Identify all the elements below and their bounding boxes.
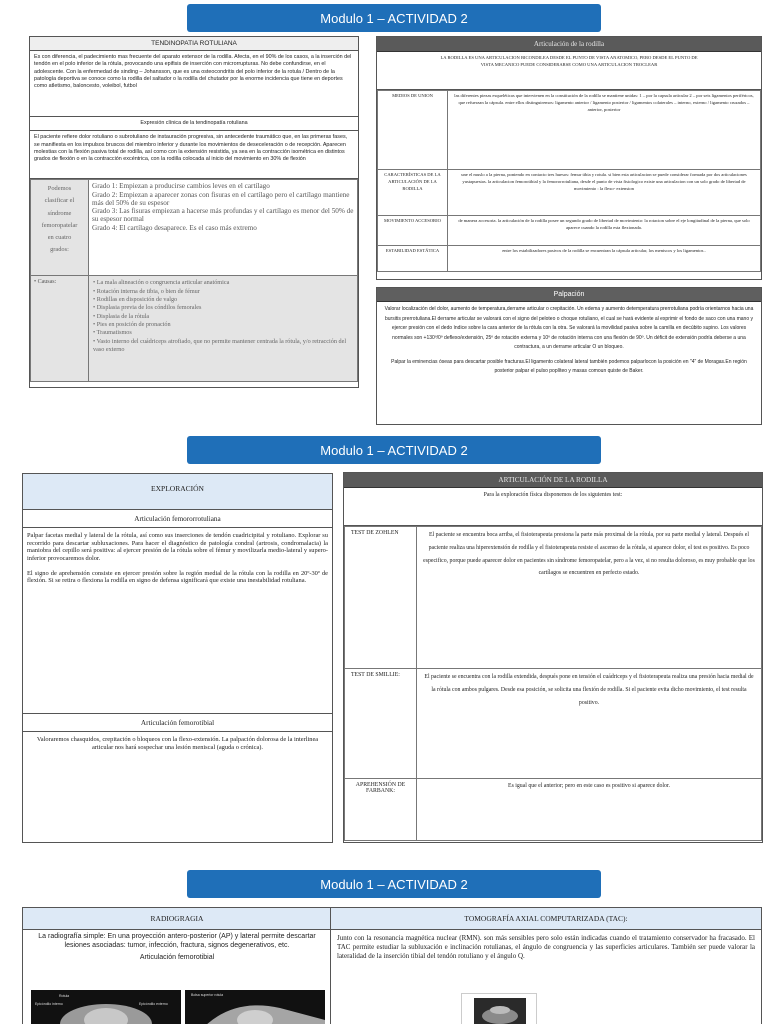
module-banner-2: Modulo 1 – ACTIVIDAD 2 (187, 436, 601, 464)
test-text: El paciente se encuentra con la rodilla extendida, después pone en tensión el cuádriceps y el fisioterapeuta realiza una presión hacia medial de la rótula con ambos pulgares. Desde esa posición, se solicita una flexión de rodilla. Si el paciente evita dicho movimiento, el test resulta positivo. (417, 669, 762, 779)
module-banner-1: Modulo 1 – ACTIVIDAD 2 (187, 4, 601, 32)
tac-card (330, 907, 762, 1024)
grados-label: Podemos clasificar el síndrome femoropatelar en cuatro grados: (31, 180, 89, 276)
causa-item: • Displasia de la rótula (93, 312, 150, 320)
radiografia-sub: Articulación femorotibial (139, 953, 215, 961)
row-text: une el muslo a la pierna, poniendo en contacto tres huesos: femur tibia y rotula. si bien esta articulacion se puede considerar formada por dos articulaciones yustapuestas. la articulacion femorotibial y la femororrotuliana, desde el punto de vista fisiologico existe una articulacion con un solo grado de libertad de movimiento : la flexo- extension (448, 170, 761, 216)
row-text: de manera accesoria. la articulación de la rodilla posee un segundo grado de libertad de movimiento: la rotacion sobre el eje longitudinal de la pierna, que solo aparece cuando la rodilla esta flexionada. (448, 216, 761, 246)
row-label: MEDIOS DE UNION (378, 91, 448, 170)
tac-text: Junto con la resonancia magnética nuclear (RMN). son más sensibles pero solo están indicadas cuando el tratamiento conservador ha fracasado. El TAC permite estudiar la subluxación e inclinación rotulianas, el ángulo de congruencia y las superficies articulares. También ser puede valorar la lateralidad de la inserción tibial del tendón rotuliano y el ángulo Q. (337, 934, 755, 960)
grado-item: Grado 2: Empiezan a aparecer zonas con fisuras en el cartílago pero el cartílago mantiene más del 50% de su espesor (92, 190, 350, 207)
tendinopatia-intro: Es con diferencia, el padecimiento mas frecuente del aparato extensor de la rodilla. Afecta, en el 90% de los casos, a la inserción del tendón en el polo inferior de la rótula, provocando una epifisis de inserción con microrrupturas. No debe confundirse, en el adolescente. Con la enfermedad de sinding – Johansson, que es una osteocondritis del polo inferior de la rotula / Dentro de la patología deportiva se conoce como la rodilla del saltador o la rodilla del chutador por la enorme incidencia que tiene en deportes como atletismo, baloncesto, voleibol, futbol (30, 51, 358, 117)
causas-label: • Causas: (31, 276, 89, 382)
radiografia-title: RADIOGRAGIA (23, 908, 331, 930)
exploracion-card (22, 473, 333, 843)
palpacion-title: Palpación (377, 288, 761, 302)
palpacion-card (376, 287, 762, 425)
tests-title: ARTICULACIÓN DE LA RODILLA (344, 473, 762, 488)
causa-item: • Displasia previa de los cóndilos femorales (93, 304, 202, 312)
tendinopatia-card (29, 36, 359, 388)
causa-item: • Pies en posición de pronación (93, 321, 171, 329)
row-label: ESTABILIDAD ESTÁTICA (378, 246, 448, 272)
palpacion-p1: Valorar localización del dolor, aumento de temperatura,derrame articular o crepitación. Un edema y aumento detemperatura prerrotuliana podría orientarnos hacia una bursitis prerrotuliana.El derrame articular se valorará con el signo del peloteo o choque rotuliano, el cual se hará evidente al exprimir el fondo de saco con una mano y ejercer presión con el dedo índice sobre la cara anterior de la rótula con la otra. Se valorará la movilidad pasiva sobre la camilla en decúbito supino. Los valores normales son +130º/0º deflexo/extensión, 25º de rotación externa y 10º de rotación interna con una flexión de 90º. Un déficit de extensión podría deberse a una contractura, a un derrame articular O un bloqueo. (384, 306, 754, 350)
test-label: APREHENSIÓN DE FARBANK: (345, 779, 417, 841)
articulacion-intro: LA RODILLA ES UNA ARTICULACION BICONDILEA DESDE EL PUNTO DE VISTA ANATOMICO, PERO DESDE EL PUNTO DE VISTA MECANICO PUEDE CONSIDERARSE COMO UNA ARTICULACION TROCLEAR (377, 52, 761, 90)
radiografia-card (22, 907, 332, 1024)
causa-item: • Rodillas en disposición de valgo (93, 296, 178, 304)
palpacion-p2: Palpar la eminencias óseas para descartar posible fracturas.El ligamento colateral lateral también podemos palparlocon la posición en "4" de Moragas.En región posterior palpar el pulso poplíteo y masas comoun quiste de Baker. (391, 358, 747, 374)
row-text: entre los estabilizadores pasivos de la rodilla se encuentran la cápsula articular, los meniscos y los ligamentos.. (448, 246, 761, 272)
articulacion-card (376, 36, 762, 280)
grado-item: Grado 4: El cartílago desaparece. Es el caso más extremo (92, 223, 257, 232)
causa-item: • Traumatismos (93, 329, 132, 337)
tac-image (461, 993, 537, 1024)
tests-intro: Para la exploración física disponemos de los siguientes test: (344, 488, 762, 526)
row-label: MOVIMIENTO ACCESORIO (378, 216, 448, 246)
exploracion-title: EXPLORACIÓN (23, 474, 332, 510)
femororrotuliana-text: Palpar facetas medial y lateral de la rótula, así como sus inserciones de tendón cuadricipital y rotuliano. Explorar su recorrido para descartar subluxaciones. Para hacer el diagnóstico de patología condral (artrosis, condromalacia) la maniobra del cepillo será positiva: al ejercer presión de la rótula sobre el fémur y movilizarla medio-lateral y supero-inferior provocaremos dolor. El signo de aprehensión consiste en ejercer presión sobre la región medial de la rótula con la rodilla en 20º-30º de flexión. Si se retira o flexiona la rodilla en signo de defensa significará que existe una inestabilidad rotuliana. (23, 527, 332, 713)
causa-item: • La mala alineación o congruencia articular anatómica (93, 279, 230, 287)
row-label: CARACTERÍSTICAS DE LA ARTICULACIÓN DE LA RODILLA (378, 170, 448, 216)
tendinopatia-title: TENDINOPATIA ROTULIANA (30, 37, 358, 51)
causa-item: • Rotación interna de tibia, o bien de fémur (93, 287, 200, 295)
test-text: Es igual que el anterior; pero en este caso es positivo si aparece dolor. (417, 779, 762, 841)
femorotibial-title: Articulación femorotibial (23, 713, 332, 731)
grados-list (89, 180, 358, 276)
test-label: TEST DE SMILLIE: (345, 669, 417, 779)
grado-item: Grado 3: Las fisuras empiezan a hacerse más profundas y el cartílago es menor del 50% de su espesor normal (92, 207, 354, 224)
expresion-title: Expresión clínica de la tendinopatía rotuliana (30, 117, 358, 131)
femororrotuliana-title: Articulación femororrotuliana (134, 515, 221, 523)
tac-title: TOMOGRAFÍA AXIAL COMPUTARIZADA (TAC): (331, 908, 761, 930)
test-text: El paciente se encuentra boca arriba, el fisioterapeuta presiona la parte más proximal de la rótula, por su parte medial y lateral. Después el paciente realiza una hiperextensión de rodilla y el fisioterapeuta resiste el ascenso de la rótula, si aparece dolor, el test es positivo. Es poco especifico, porque puede aparecer dolor en pacientes sin síndrome femoropatelar, pero a la vez, si no resulta doloroso, es muy probable que los cartílagos se encuentren en perfecto estado. (417, 527, 762, 669)
causa-item: • Vasto interno del cuádriceps atrofiado, que no permite mantener centrada la rótula, y/o retracción del vaso externo (93, 337, 347, 354)
grado-item: Grado 1: Empiezan a producirse cambios leves en el cartílago (92, 182, 270, 191)
xray-ap-image: Rotula Epicóndilo interno Epicóndilo externo (31, 990, 181, 1024)
radiografia-text: La radiografía simple: En una proyección antero-posterior (AP) y lateral permite descartar lesiones asociadas: tumor, infección, fractura, signos degenerativos, etc. (38, 933, 316, 949)
causas-list (89, 276, 358, 382)
expresion-text: El paciente refiere dolor rotuliano o subrotuliano de instauración progresiva, sin antecedente traumático que, en las primeras fases, se manifiesta en los impulsos bruscos del miembro inferior y durante los movimientos de deseceleración o de recepción. Aparecen molestias con la flexión pasiva total de rodilla, así como con la extensión resistida, ya sea en la contracción isométrica en distintos grados de flexión o en la contracción excéntrica, con la rodilla colocada al inicio del movimiento en 30% de flexión (30, 131, 358, 179)
articulacion-title: Articulación de la rodilla (377, 37, 761, 52)
row-text: las diferentes piezas esqueléticas que intervienen en la constitución de la rodilla se mantiene unidas: 1 – por la capsula articular 2 – por seis ligamentos periféricos, que refuerzan la cápsula. entre ellos distinguiremos: ligamento anterior / ligamento posterior / ligamentos colaterales – interno, externo / ligamento cruzados – anterior, posterior (448, 91, 761, 170)
module-banner-3: Modulo 1 – ACTIVIDAD 2 (187, 870, 601, 898)
xray-lateral-image: Bolsa superior rotula (185, 990, 325, 1024)
femorotibial-text: Valoraremos chasquidos, crepitación o bloqueos con la flexo-extensión. La palpación dolorosa de la interlinea articular nos hará sospechar una lesión meniscal (aguda o crónica). (23, 731, 332, 755)
test-label: TEST DE ZOHLEN (345, 527, 417, 669)
tests-card (343, 472, 763, 843)
